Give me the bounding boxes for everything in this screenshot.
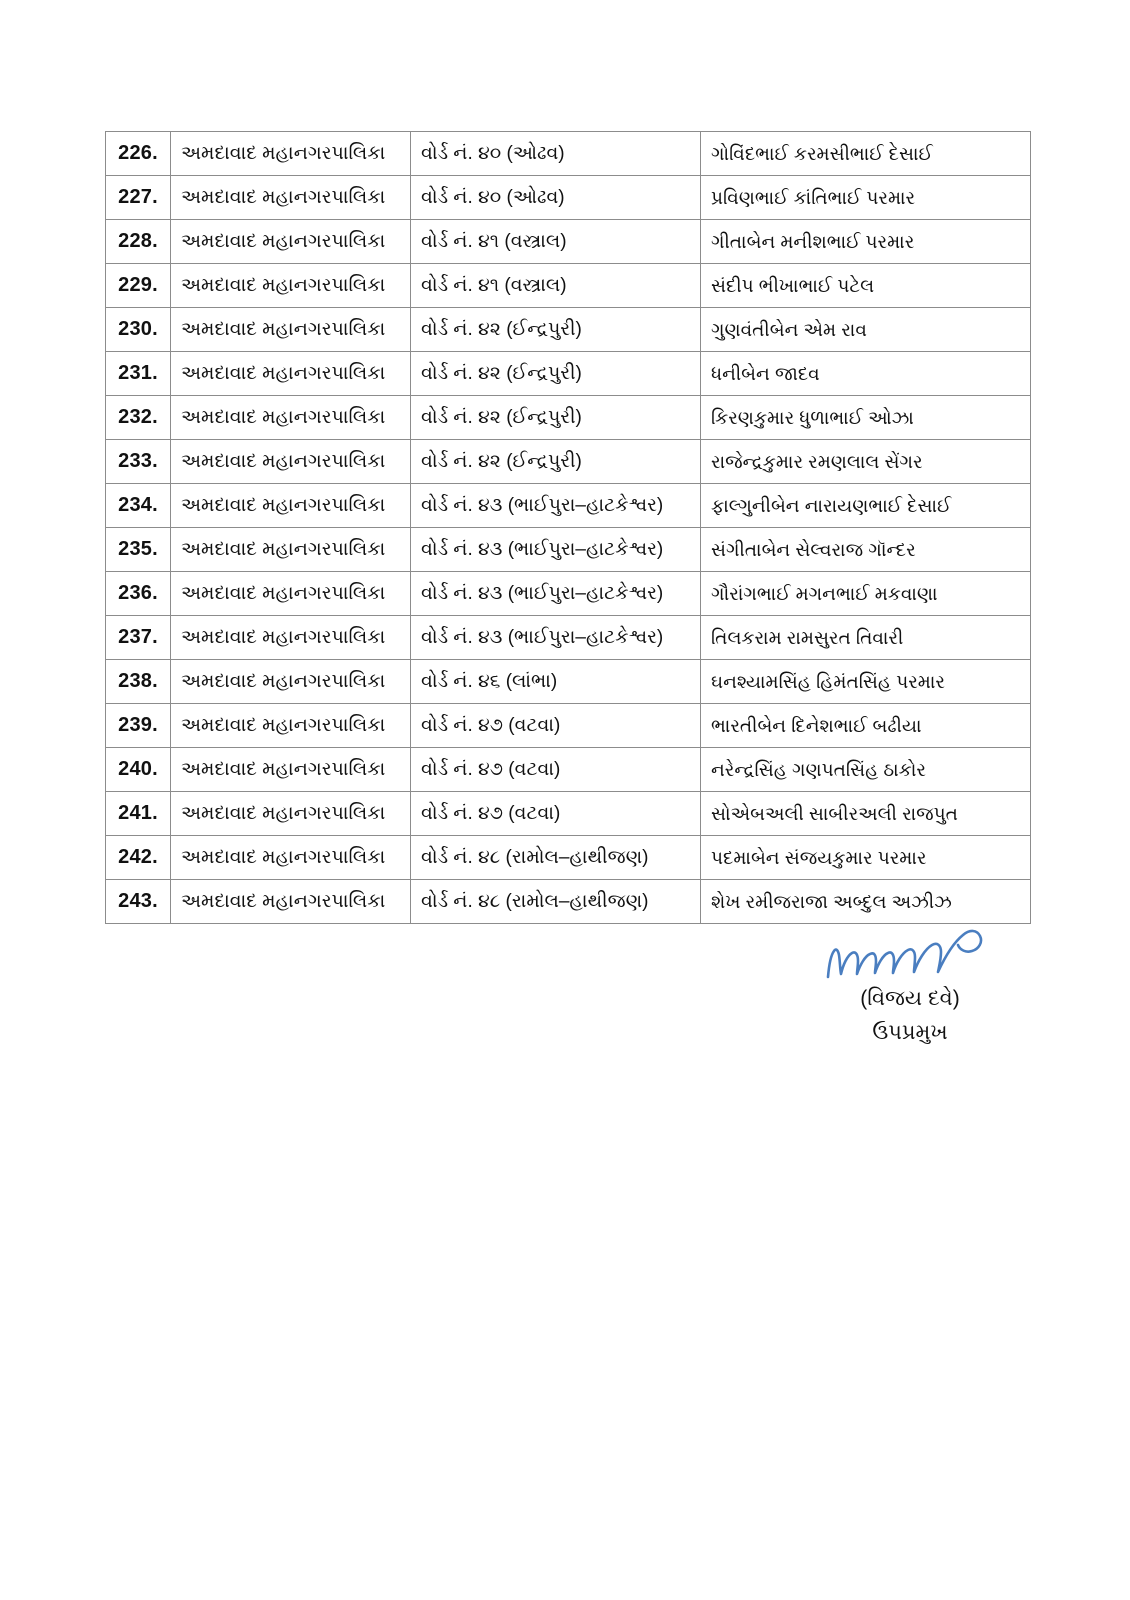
cell-sr-no: 233. (106, 440, 171, 484)
cell-sr-no: 232. (106, 396, 171, 440)
table-row (106, 396, 1031, 440)
cell-sr-no: 228. (106, 220, 171, 264)
table-row (106, 440, 1031, 484)
cell-ward: વોર્ડ નં. ૪૧ (વસ્ત્રાલ) (411, 220, 701, 264)
cell-body: અમદાવાદ મહાનગરપાલિકા (171, 308, 411, 352)
cell-body: અમદાવાદ મહાનગરપાલિકા (171, 748, 411, 792)
cell-ward: વોર્ડ નં. ૪૩ (ભાઈપુરા–હાટકેશ્વર) (411, 484, 701, 528)
table-row (106, 220, 1031, 264)
cell-sr-no: 236. (106, 572, 171, 616)
cell-body: અમદાવાદ મહાનગરપાલિકા (171, 484, 411, 528)
cell-ward: વોર્ડ નં. ૪૭ (વટવા) (411, 704, 701, 748)
cell-member-name: સંદીપ ભીખાભાઈ પટેલ (701, 264, 1031, 308)
table-row (106, 132, 1031, 176)
table-row (106, 176, 1031, 220)
roster-table-body (106, 132, 1031, 924)
cell-ward: વોર્ડ નં. ૪૨ (ઈન્દ્રપુરી) (411, 352, 701, 396)
cell-member-name: ફાલ્ગુનીબેન નારાયણભાઈ દેસાઈ (701, 484, 1031, 528)
signatory-name: (વિજય દવે) (860, 987, 960, 1010)
cell-sr-no: 234. (106, 484, 171, 528)
table-row (106, 660, 1031, 704)
cell-ward: વોર્ડ નં. ૪૩ (ભાઈપુરા–હાટકેશ્વર) (411, 616, 701, 660)
cell-sr-no: 242. (106, 836, 171, 880)
cell-member-name: રાજેન્દ્રકુમાર રમણલાલ સેંગર (701, 440, 1031, 484)
cell-ward: વોર્ડ નં. ૪૦ (ઓઢવ) (411, 176, 701, 220)
table-row (106, 528, 1031, 572)
cell-sr-no: 231. (106, 352, 171, 396)
cell-sr-no: 239. (106, 704, 171, 748)
cell-body: અમદાવાદ મહાનગરપાલિકા (171, 704, 411, 748)
cell-sr-no: 235. (106, 528, 171, 572)
cell-body: અમદાવાદ મહાનગરપાલિકા (171, 572, 411, 616)
cell-body: અમદાવાદ મહાનગરપાલિકા (171, 396, 411, 440)
cell-body: અમદાવાદ મહાનગરપાલિકા (171, 528, 411, 572)
roster-table (105, 131, 1031, 924)
table-row (106, 704, 1031, 748)
cell-body: અમદાવાદ મહાનગરપાલિકા (171, 616, 411, 660)
cell-body: અમદાવાદ મહાનગરપાલિકા (171, 220, 411, 264)
cell-body: અમદાવાદ મહાનગરપાલિકા (171, 836, 411, 880)
cell-sr-no: 237. (106, 616, 171, 660)
table-row (106, 880, 1031, 924)
cell-sr-no: 226. (106, 132, 171, 176)
cell-ward: વોર્ડ નં. ૪૩ (ભાઈપુરા–હાટકેશ્વર) (411, 572, 701, 616)
cell-member-name: સોએબઅલી સાબીરઅલી રાજપુત (701, 792, 1031, 836)
cell-body: અમદાવાદ મહાનગરપાલિકા (171, 132, 411, 176)
cell-ward: વોર્ડ નં. ૪૨ (ઈન્દ્રપુરી) (411, 308, 701, 352)
cell-sr-no: 241. (106, 792, 171, 836)
table-row (106, 308, 1031, 352)
table-row (106, 572, 1031, 616)
table-row (106, 484, 1031, 528)
cell-member-name: શેખ રમીજરાજા અબ્દુલ અઝીઝ (701, 880, 1031, 924)
cell-ward: વોર્ડ નં. ૪૭ (વટવા) (411, 792, 701, 836)
table-row (106, 792, 1031, 836)
cell-ward: વોર્ડ નં. ૪૬ (લાંભા) (411, 660, 701, 704)
cell-body: અમદાવાદ મહાનગરપાલિકા (171, 352, 411, 396)
roster-table-container (105, 131, 1030, 924)
cell-member-name: ગૌરાંગભાઈ મગનભાઈ મકવાણા (701, 572, 1031, 616)
cell-body: અમદાવાદ મહાનગરપાલિકા (171, 264, 411, 308)
cell-member-name: ઘનશ્યામસિંહ હિમંતસિંહ પરમાર (701, 660, 1031, 704)
cell-member-name: પ્રવિણભાઈ કાંતિભાઈ પરમાર (701, 176, 1031, 220)
cell-body: અમદાવાદ મહાનગરપાલિકા (171, 176, 411, 220)
cell-ward: વોર્ડ નં. ૪૩ (ભાઈપુરા–હાટકેશ્વર) (411, 528, 701, 572)
cell-ward: વોર્ડ નં. ૪૮ (રામોલ–હાથીજણ) (411, 836, 701, 880)
handwritten-signature-icon (760, 925, 1060, 987)
cell-member-name: તિલકરામ રામસુરત તિવારી (701, 616, 1031, 660)
cell-body: અમદાવાદ મહાનગરપાલિકા (171, 880, 411, 924)
cell-sr-no: 230. (106, 308, 171, 352)
cell-sr-no: 227. (106, 176, 171, 220)
cell-member-name: ધનીબેન જાદવ (701, 352, 1031, 396)
table-row (106, 352, 1031, 396)
cell-member-name: નરેન્દ્રસિંહ ગણપતસિંહ ઠાકોર (701, 748, 1031, 792)
cell-ward: વોર્ડ નં. ૪૧ (વસ્ત્રાલ) (411, 264, 701, 308)
cell-sr-no: 243. (106, 880, 171, 924)
cell-ward: વોર્ડ નં. ૪૨ (ઈન્દ્રપુરી) (411, 440, 701, 484)
table-row (106, 836, 1031, 880)
cell-sr-no: 238. (106, 660, 171, 704)
cell-sr-no: 229. (106, 264, 171, 308)
cell-body: અમદાવાદ મહાનગરપાલિકા (171, 792, 411, 836)
cell-body: અમદાવાદ મહાનગરપાલિકા (171, 660, 411, 704)
table-row (106, 616, 1031, 660)
cell-body: અમદાવાદ મહાનગરપાલિકા (171, 440, 411, 484)
signatory-title: ઉપપ્રમુખ (872, 1021, 948, 1045)
cell-member-name: પદમાબેન સંજયકુમાર પરમાર (701, 836, 1031, 880)
cell-sr-no: 240. (106, 748, 171, 792)
cell-member-name: ભારતીબેન દિનેશભાઈ બઢીયા (701, 704, 1031, 748)
cell-ward: વોર્ડ નં. ૪૮ (રામોલ–હાથીજણ) (411, 880, 701, 924)
cell-ward: વોર્ડ નં. ૪૨ (ઈન્દ્રપુરી) (411, 396, 701, 440)
cell-ward: વોર્ડ નં. ૪૦ (ઓઢવ) (411, 132, 701, 176)
cell-member-name: ગોવિંદભાઈ કરમસીભાઈ દેસાઈ (701, 132, 1031, 176)
table-row (106, 264, 1031, 308)
signature-block (760, 925, 1060, 1048)
table-row (106, 748, 1031, 792)
cell-ward: વોર્ડ નં. ૪૭ (વટવા) (411, 748, 701, 792)
cell-member-name: ગુણવંતીબેન એમ રાવ (701, 308, 1031, 352)
cell-member-name: કિરણકુમાર ધુળાભાઈ ઓઝા (701, 396, 1031, 440)
cell-member-name: સંગીતાબેન સેલ્વરાજ ગૉન્દર (701, 528, 1031, 572)
cell-member-name: ગીતાબેન મનીશભાઈ પરમાર (701, 220, 1031, 264)
